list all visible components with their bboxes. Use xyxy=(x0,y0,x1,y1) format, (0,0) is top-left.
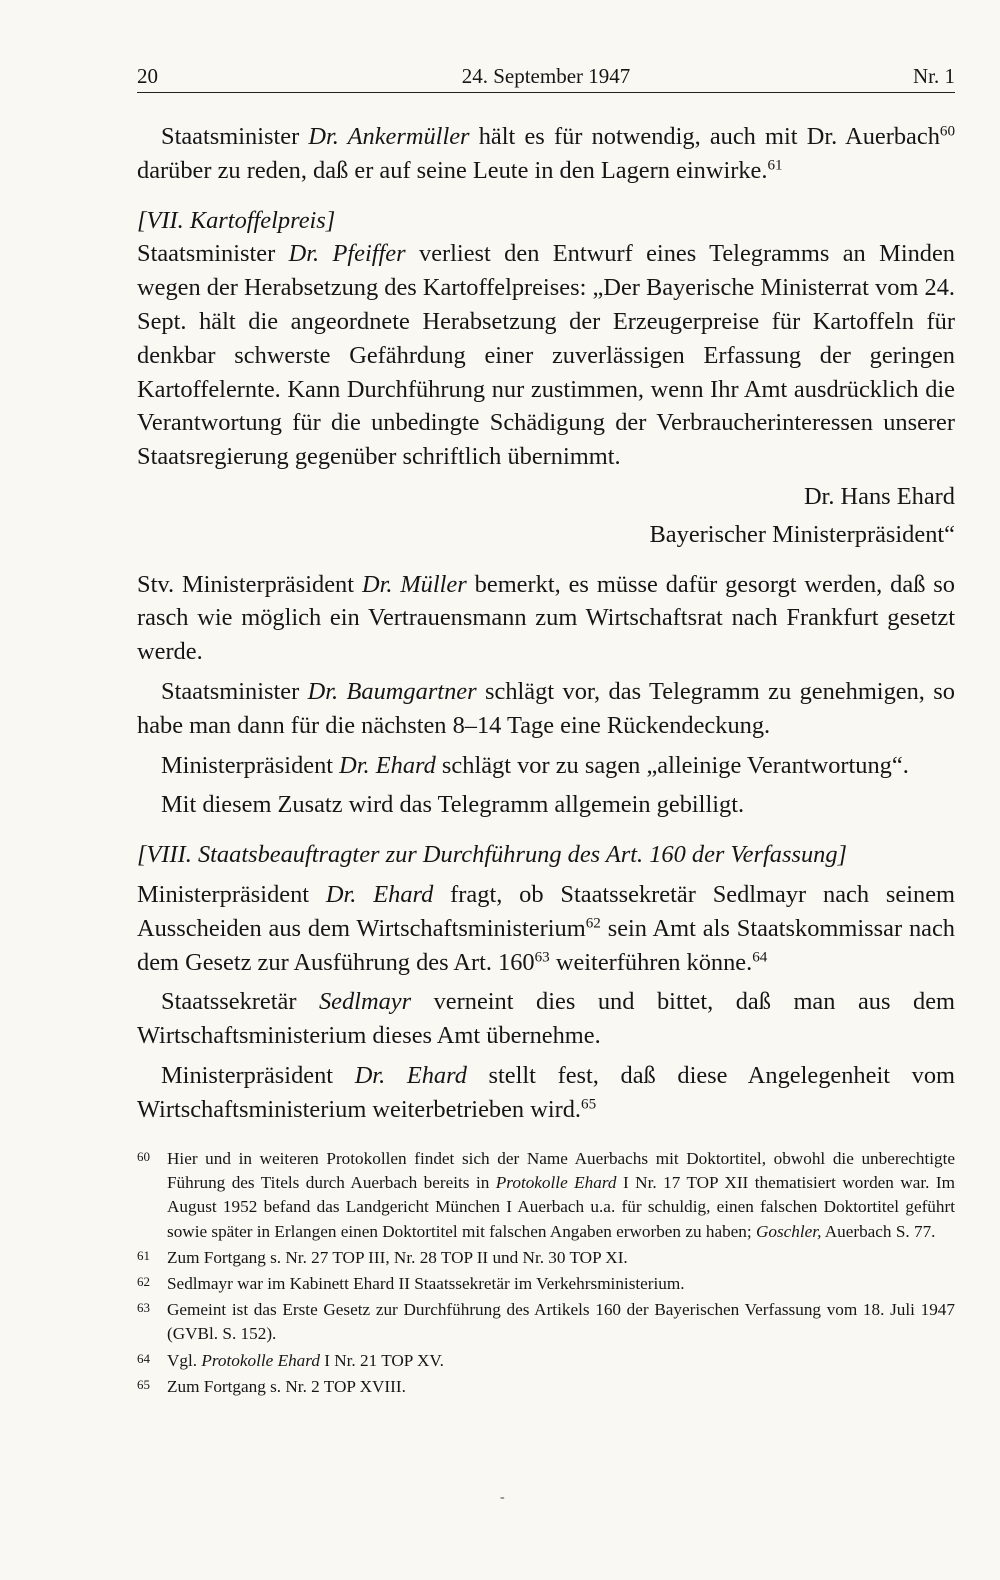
bottom-mark: - xyxy=(500,1490,505,1505)
speaker-name: Dr. Baumgartner xyxy=(307,677,477,705)
footnote-number: 63 xyxy=(137,1300,150,1316)
footnote-number: 60 xyxy=(137,1149,150,1164)
speaker-name: Dr. Ankermüller xyxy=(308,123,470,150)
footnotes xyxy=(137,1147,955,1401)
main-text xyxy=(137,120,955,1127)
footnote-number: 62 xyxy=(137,1274,150,1290)
signature-title: Bayerischer Ministerpräsident“ xyxy=(649,520,955,548)
footnote-ref-60: 60 xyxy=(939,123,955,140)
footnote-ref-65: 65 xyxy=(581,1096,597,1113)
footnote-ref-61: 61 xyxy=(767,157,783,174)
paragraph-ehard-decision: Ministerpräsident Dr. Ehard stellt fest, daß diese Angelegenheit vom Wirtschaftsministerium weiterbetrieben wird.$^{65}$ xyxy=(137,1061,955,1123)
speaker-name: Dr. Ehard xyxy=(339,751,436,779)
section-heading-viii: [VIII. Staatsbeauftragter zur Durchführung des Art. 160 der Verfassung] xyxy=(137,841,848,869)
signature-name: Dr. Hans Ehard xyxy=(803,482,955,510)
footnote-62: 62 Sedlmayr war im Kabinett Ehard II Staatssekretär im Verkehrsministerium. xyxy=(137,1274,685,1294)
section-heading-vii: [VII. Kartoffelpreis] xyxy=(137,206,336,234)
paragraph-mueller: Stv. Ministerpräsident Dr. Müller bemerkt, es müsse dafür gesorgt werden, daß so rasch wie möglich ein Vertrauensmann zum Wirtschaftsrat nach Frankfurt gesetzt werde. xyxy=(137,570,955,666)
footnote-number: 65 xyxy=(137,1376,150,1392)
paragraph-approval: Mit diesem Zusatz wird das Telegramm allgemein gebilligt. xyxy=(161,791,745,819)
paragraph-baumgartner: Staatsminister Dr. Baumgartner schlägt vor, das Telegramm zu genehmigen, so habe man dann für die nächsten 8–14 Tage eine Rückendeckung. xyxy=(137,677,955,739)
footnote-ref-64: 64 xyxy=(752,949,768,966)
paragraph-ehard-question: Ministerpräsident Dr. Ehard fragt, ob Staatssekretär Sedlmayr nach seinem Ausscheiden aus dem Wirtschaftsministerium$^{62}$ sein Amt als Staatskommissar nach dem Gesetz zur Ausführung des Art. $160^{63}$ weiterführen könne.$^{64}$ xyxy=(137,880,956,976)
paragraph-ehard-proposal: Ministerpräsident Dr. Ehard schlägt vor zu sagen „alleinige Verantwortung“. xyxy=(161,751,909,779)
footnote-number: 64 xyxy=(137,1350,150,1366)
footnote-64: 64 Vgl. Protokolle Ehard I Nr. 21 TOP XV. xyxy=(137,1350,444,1370)
speaker-name: Sedlmayr xyxy=(318,988,412,1016)
paragraph-pfeiffer: Staatsminister Dr. Pfeiffer verliest den Entwurf eines Telegramms an Minden wegen der Herabsetzung des Kartoffelpreises: „Der Bayerische Ministerrat vom 24. Sept. hält die angeordnete Herabsetzung der Erzeugerpreise für Kartoffeln für denkbar schwerste Gefährdung einer zuverlässigen Erfassung der geringen Kartoffelernte. Kann Durchführung nur zustimmen, wenn Ihr Amt ausdrücklich die Verantwortung für die unbedingte Schädigung der Verbraucherinteressen unserer Staatsregierung gegenüber schriftlich übernimmt. xyxy=(137,240,956,471)
footnote-60: 60 Hier und in weiteren Protokollen findet sich der Name Auerbachs mit Doktortitel, obwohl die unberechtigte Führung des Titels durch Auerbach bereits in Protokolle Ehard I Nr. 17 TOP XII thematisiert worden war. Im August 1952 befand das Landgericht München I Auerbach u.a. für schuldig, einen falschen Doktortitel geführt sowie später in Erlangen einen Doktortitel mit falschen Angaben erworben zu haben; Goschler, Auerbach S. 77. xyxy=(137,1149,956,1241)
paragraph-sedlmayr: Staatssekretär Sedlmayr verneint dies und bittet, daß man aus dem Wirtschaftsministerium dieses Amt übernehme. xyxy=(137,988,955,1050)
footnote-65: 65 Zum Fortgang s. Nr. 2 TOP XVIII. xyxy=(137,1376,406,1396)
footnote-ref-63: 63 xyxy=(534,949,550,966)
footnote-ref-62: 62 xyxy=(585,915,601,932)
running-header xyxy=(137,58,955,93)
footnote-61: 61 Zum Fortgang s. Nr. 27 TOP III, Nr. 28 TOP II und Nr. 30 TOP XI. xyxy=(137,1247,628,1267)
footnote-63: 63 Gemeint ist das Erste Gesetz zur Durchführung des Artikels 160 der Bayerischen Verfassung vom 18. Juli 1947 (GVBl. S. 152). xyxy=(137,1300,955,1344)
speaker-name: Dr. Ehard xyxy=(325,880,434,908)
header-date: 24. September 1947 xyxy=(461,64,631,88)
speaker-name: Dr. Ehard xyxy=(354,1061,467,1089)
speaker-name: Dr. Pfeiffer xyxy=(288,240,406,268)
page-number: 20 xyxy=(137,64,158,88)
speaker-name: Dr. Müller xyxy=(361,570,467,598)
document-number: Nr. 1 xyxy=(913,64,955,88)
footnote-number: 61 xyxy=(137,1247,150,1263)
paragraph-ankermueller: Staatsminister Dr. Ankermüller hält es für notwendig, auch mit Dr. Auerbach$^{60}$ darüber zu reden, daß er auf seine Leute in den Lagern einwirke.$^{61}$ xyxy=(137,123,955,184)
